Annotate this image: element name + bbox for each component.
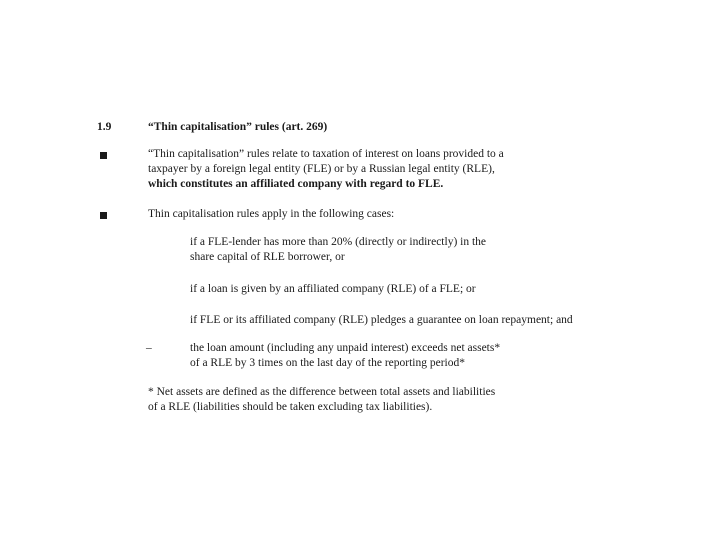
bullet-2-text: Thin capitalisation rules apply in the following cases: <box>148 208 395 220</box>
case-line: if FLE or its affiliated company (RLE) pledges a guarantee on loan repayment; and <box>190 314 573 326</box>
footnote <box>148 385 495 415</box>
case-item <box>190 282 476 297</box>
case-item <box>190 313 573 328</box>
case-item <box>190 341 500 371</box>
case-line: share capital of RLE borrower, or <box>190 251 345 263</box>
bullet-1-line: taxpayer by a foreign legal entity (FLE) or by a Russian legal entity (RLE), <box>148 163 495 175</box>
square-bullet-icon <box>100 212 107 219</box>
footnote-line: * Net assets are defined as the difference between total assets and liabilities <box>148 386 496 398</box>
case-item <box>190 235 486 265</box>
bullet-1-line: which constitutes an affiliated company with regard to FLE. <box>148 178 444 190</box>
case-line: if a FLE-lender has more than 20% (directly or indirectly) in the <box>190 236 487 248</box>
footnote-line: of a RLE (liabilities should be taken excluding tax liabilities). <box>148 401 433 413</box>
section-title: “Thin capitalisation” rules (art. 269) <box>148 121 328 133</box>
case-line: the loan amount (including any unpaid interest) exceeds net assets* <box>190 342 501 354</box>
case-line: if a loan is given by an affiliated company (RLE) of a FLE; or <box>190 283 476 295</box>
section-number: 1.9 <box>97 121 112 133</box>
case-line: of a RLE by 3 times on the last day of the reporting period* <box>190 357 465 369</box>
dash-marker: – <box>146 342 152 354</box>
bullet-1-text <box>148 147 504 192</box>
bullet-1-line: “Thin capitalisation” rules relate to taxation of interest on loans provided to a <box>148 148 504 160</box>
square-bullet-icon <box>100 152 107 159</box>
